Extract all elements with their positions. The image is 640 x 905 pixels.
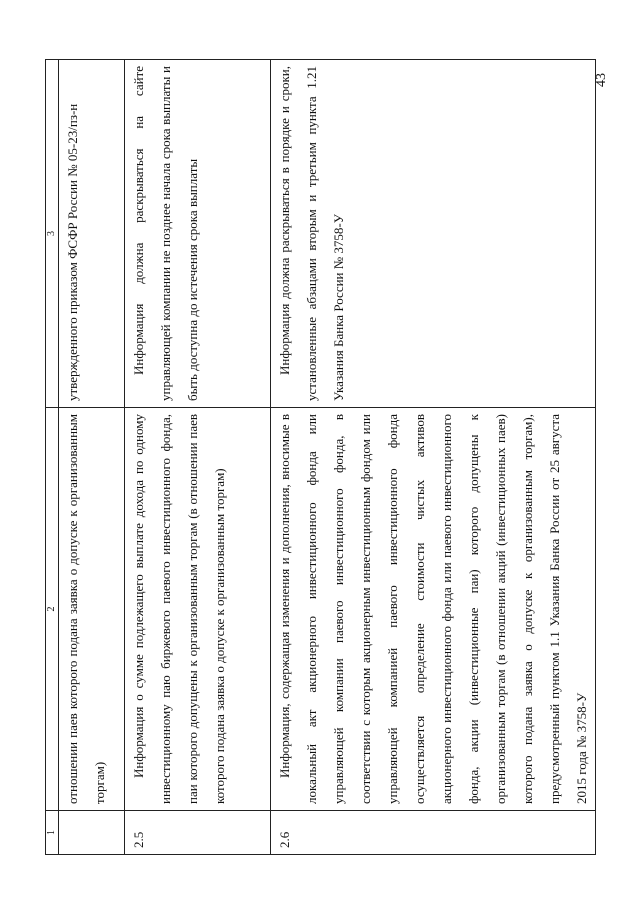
- table-container: [45, 60, 589, 855]
- continuation-col3: утвержденного приказом ФСФР России № 05-23/пз-н: [59, 60, 125, 408]
- disclosure-table: [45, 59, 596, 855]
- table-row: [271, 60, 596, 855]
- row-disclosure-terms: Информация должна раскрываться на сайте управляющей компании не позднее начала срока выплаты и быть доступна до истечения срока выплаты: [125, 60, 271, 408]
- table-row: [125, 60, 271, 855]
- header-row: [46, 60, 59, 855]
- continuation-num: [59, 811, 125, 855]
- row-num: 2.5: [125, 811, 271, 855]
- rotated-table-frame: [45, 60, 589, 855]
- row-description: Информация о сумме подлежащего выплате дохода по одному инвестиционному паю биржевого паевого инвестиционного фонда, паи которого допущены к организованным торгам (в отношении паев которого подана заявка о допуске к организованным торгам): [125, 408, 271, 811]
- page-number: 43: [594, 73, 609, 87]
- header-col-3: 3: [46, 60, 59, 408]
- row-num: 2.6: [271, 811, 596, 855]
- continuation-row: [59, 60, 125, 855]
- continuation-col2: отношении паев которого подана заявка о допуске к организованным торгам): [59, 408, 125, 811]
- header-col-2: 2: [46, 408, 59, 811]
- row-disclosure-terms: Информация должна раскрываться в порядке и сроки, установленные абзацами вторым и третьим пункта 1.21 Указания Банка России № 3758-У: [271, 60, 596, 408]
- header-col-1: 1: [46, 811, 59, 855]
- row-description: Информация, содержащая изменения и дополнения, вносимые в локальный акт акционерного инвестиционного фонда или управляющей компании паевого инвестиционного фонда, в соответствии с которым акционерным инвестиционным фондом или управляющей компанией паевого инвестиционного фонда осуществляется определение стоимости чистых активов акционерного инвестиционного фонда или паевого инвестиционного фонда, акции (инвестиционные паи) которого допущены к организованным торгам (в отношении акций (инвестиционных паев) которого подана заявка о допуске к организованным торгам), предусмотренный пунктом 1.1 Указания Банка России от 25 августа 2015 года № 3758-У: [271, 408, 596, 811]
